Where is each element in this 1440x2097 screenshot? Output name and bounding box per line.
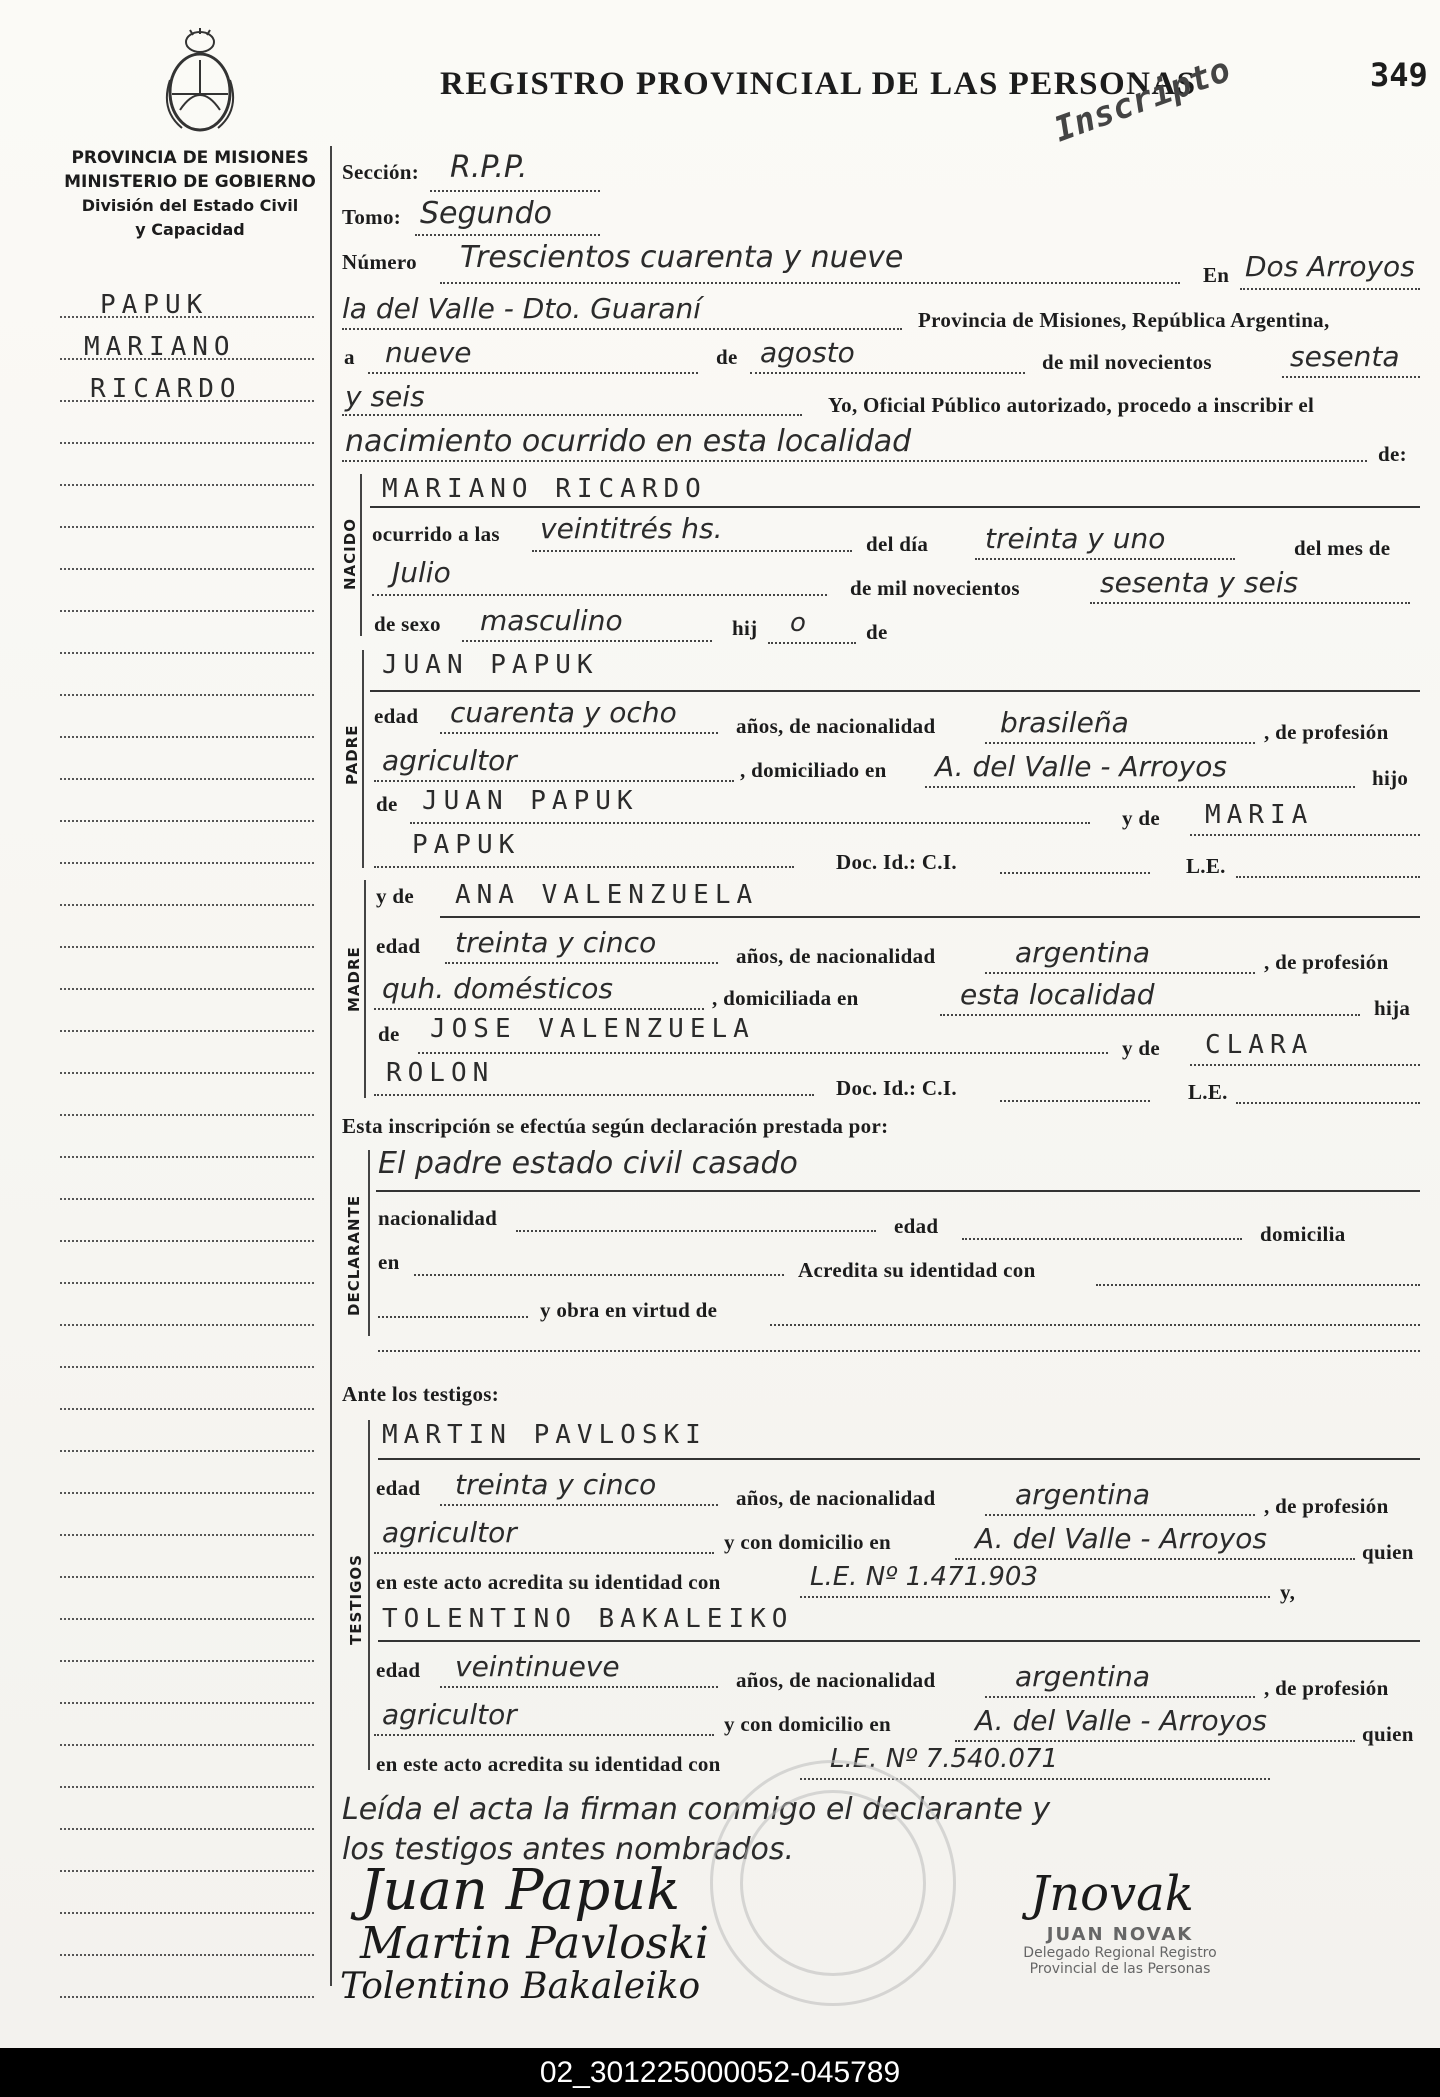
madre-father-line bbox=[418, 1052, 1108, 1054]
testigo2-prof-value: agricultor bbox=[382, 1698, 517, 1731]
issuer-line-4: y Capacidad bbox=[135, 220, 245, 239]
seccion-value: R.P.P. bbox=[450, 150, 528, 185]
en-line bbox=[1240, 288, 1420, 290]
margin-rule-line bbox=[60, 568, 314, 570]
margin-rule-line bbox=[60, 1870, 314, 1872]
year-value-2: y seis bbox=[345, 380, 425, 413]
month-line bbox=[750, 372, 1025, 374]
declarante-domicilia-label: domicilia bbox=[1260, 1222, 1346, 1246]
testigos-intro: Ante los testigos: bbox=[342, 1382, 500, 1406]
madre-hija-label: hija bbox=[1374, 996, 1411, 1020]
day-value: nueve bbox=[385, 336, 472, 369]
main-border bbox=[330, 146, 332, 1986]
mil-label: de mil novecientos bbox=[850, 576, 1020, 600]
padre-hijo-label: hijo bbox=[1372, 766, 1409, 790]
madre-mother-value-2: ROLON bbox=[386, 1058, 495, 1088]
place-value: la del Valle - Dto. Guaraní bbox=[342, 292, 701, 325]
madre-prof-label: , de profesión bbox=[1264, 950, 1389, 974]
nacido-name: MARIANO RICARDO bbox=[382, 474, 707, 504]
margin-rule-line bbox=[60, 820, 314, 822]
padre-le-label: L.E. bbox=[1186, 854, 1226, 878]
declarante-obra-pre-line bbox=[378, 1316, 528, 1318]
testigo2-dom-label: y con domicilio en bbox=[724, 1712, 891, 1736]
padre-father-line bbox=[410, 822, 1090, 824]
padre-le-line bbox=[1236, 876, 1420, 878]
de-colon: de: bbox=[1378, 442, 1407, 466]
declarante-value: El padre estado civil casado bbox=[378, 1146, 798, 1181]
testigo1-edad-line bbox=[440, 1504, 718, 1506]
sexo-line bbox=[462, 640, 712, 642]
padre-nac-line bbox=[985, 742, 1255, 744]
madre-prof-value: quh. domésticos bbox=[382, 972, 613, 1005]
madre-mother-line-2 bbox=[374, 1094, 814, 1096]
provincia-text: Provincia de Misiones, República Argentina, bbox=[918, 308, 1330, 332]
margin-rule-line bbox=[60, 1156, 314, 1158]
testigo1-y-label: y, bbox=[1280, 1580, 1296, 1604]
margin-rule-line bbox=[60, 1912, 314, 1914]
testigo2-nac-line bbox=[985, 1696, 1255, 1698]
margin-rule-line bbox=[60, 1198, 314, 1200]
madre-le-label: L.E. bbox=[1188, 1080, 1228, 1104]
declarante-intro: Esta inscripción se efectúa según declaración prestada por: bbox=[342, 1114, 889, 1138]
padre-prof-label: , de profesión bbox=[1264, 720, 1389, 744]
margin-rule-line bbox=[60, 946, 314, 948]
testigo1-nac-value: argentina bbox=[1015, 1478, 1151, 1511]
en-value: Dos Arroyos bbox=[1245, 250, 1415, 283]
registrar-title-2: Provincial de las Personas bbox=[1029, 1961, 1211, 1977]
declarante-nac-line bbox=[516, 1230, 876, 1232]
padre-dom-label: , domiciliado en bbox=[740, 758, 887, 782]
numero-value: Trescientos cuarenta y nueve bbox=[460, 240, 904, 275]
margin-rule-line bbox=[60, 316, 314, 318]
testigo2-edad-value: veintinueve bbox=[455, 1650, 620, 1683]
testigo1-id-value: L.E. Nº 1.471.903 bbox=[810, 1562, 1038, 1592]
margin-rule-line bbox=[60, 358, 314, 360]
margin-rule-line bbox=[60, 694, 314, 696]
year-line bbox=[1282, 376, 1420, 378]
madre-name-line bbox=[440, 916, 1420, 918]
testigo1-id-line bbox=[800, 1596, 1270, 1598]
declarante-obra-line bbox=[770, 1324, 1420, 1326]
declarante-en-line bbox=[414, 1274, 784, 1276]
declarante-acredita-line bbox=[1096, 1284, 1420, 1286]
nacido-section-label: NACIDO bbox=[341, 518, 359, 590]
margin-rule-line bbox=[60, 1660, 314, 1662]
testigo1-edad-value: treinta y cinco bbox=[455, 1468, 657, 1501]
year-line-2 bbox=[342, 414, 802, 416]
madre-le-line bbox=[1236, 1102, 1420, 1104]
margin-rule-line bbox=[60, 988, 314, 990]
nacido-de-label: de bbox=[866, 620, 888, 644]
place-line bbox=[342, 328, 902, 330]
margin-rule-line bbox=[60, 1996, 314, 1998]
en-label: En bbox=[1203, 263, 1230, 287]
nacimiento-value: nacimiento ocurrido en esta localidad bbox=[345, 424, 912, 459]
margin-rule-line bbox=[60, 1744, 314, 1746]
de-label: de bbox=[716, 345, 738, 369]
declarante-value-line bbox=[376, 1190, 1420, 1192]
ocurrido-label: ocurrido a las bbox=[372, 522, 500, 546]
year-value: sesenta bbox=[1290, 340, 1400, 373]
testigos-section-label: TESTIGOS bbox=[347, 1554, 365, 1645]
margin-rule-line bbox=[60, 1576, 314, 1578]
testigo1-prof-line bbox=[374, 1552, 714, 1554]
declarante-bracket bbox=[368, 1150, 370, 1336]
hij-line bbox=[768, 642, 856, 644]
madre-mother-value: CLARA bbox=[1205, 1030, 1314, 1060]
padre-dom-line bbox=[925, 786, 1355, 788]
padre-nac-value: brasileña bbox=[1000, 706, 1129, 739]
testigo1-name: MARTIN PAVLOSKI bbox=[382, 1420, 707, 1450]
signature-juan-papuk: Juan Papuk bbox=[360, 1858, 681, 1923]
testigo2-edad-label: edad bbox=[376, 1658, 421, 1682]
margin-surname: PAPUK bbox=[100, 290, 209, 320]
margin-rule-line bbox=[60, 862, 314, 864]
margin-rule-line bbox=[60, 400, 314, 402]
testigo1-dom-value: A. del Valle - Arroyos bbox=[975, 1522, 1267, 1555]
issuer-block bbox=[50, 146, 330, 242]
sexo-value: masculino bbox=[480, 604, 623, 637]
padre-mother-line-2 bbox=[374, 866, 794, 868]
testigo1-nac-label: años, de nacionalidad bbox=[736, 1486, 936, 1510]
testigo2-name-line bbox=[378, 1640, 1420, 1642]
seccion-line bbox=[430, 190, 600, 192]
coat-of-arms-icon bbox=[160, 20, 240, 140]
testigos-bracket bbox=[368, 1420, 370, 1770]
padre-mother-value: MARIA bbox=[1205, 800, 1314, 830]
margin-name-1: MARIANO bbox=[84, 332, 236, 362]
madre-nac-label: años, de nacionalidad bbox=[736, 944, 936, 968]
testigo2-name: TOLENTINO BAKALEIKO bbox=[382, 1604, 794, 1634]
day-line bbox=[368, 372, 698, 374]
padre-father-value: JUAN PAPUK bbox=[422, 786, 639, 816]
madre-dom-line bbox=[940, 1014, 1360, 1016]
margin-rule-line bbox=[60, 736, 314, 738]
padre-y-de-label: y de bbox=[1122, 806, 1160, 830]
padre-prof-value: agricultor bbox=[382, 744, 517, 777]
page-number: 349 bbox=[1370, 56, 1428, 94]
margin-rule-line bbox=[60, 1492, 314, 1494]
margin-rule-line bbox=[60, 484, 314, 486]
padre-de-label: de bbox=[376, 792, 398, 816]
nacimiento-line bbox=[342, 460, 1367, 462]
declarante-acredita-label: Acredita su identidad con bbox=[798, 1258, 1036, 1282]
testigo2-prof-line bbox=[374, 1734, 714, 1736]
declarante-section-label: DECLARANTE bbox=[345, 1194, 363, 1316]
dia-value: treinta y uno bbox=[985, 522, 1166, 555]
padre-bracket bbox=[362, 650, 364, 868]
margin-rule-line bbox=[60, 1702, 314, 1704]
signature-tolentino-bakaleiko: Tolentino Bakaleiko bbox=[340, 1966, 701, 2007]
nacido-bracket bbox=[360, 474, 362, 636]
testigo2-acredita-label: en este acto acredita su identidad con bbox=[376, 1752, 721, 1776]
padre-nac-label: años, de nacionalidad bbox=[736, 714, 936, 738]
issuer-line-3: División del Estado Civil bbox=[81, 196, 299, 215]
closing-line-2: los testigos antes nombrados. bbox=[342, 1832, 795, 1867]
margin-rule-line bbox=[60, 1114, 314, 1116]
margin-rule-line bbox=[60, 442, 314, 444]
margin-rule-line bbox=[60, 610, 314, 612]
testigo2-nac-value: argentina bbox=[1015, 1660, 1151, 1693]
testigo1-acredita-label: en este acto acredita su identidad con bbox=[376, 1570, 721, 1594]
margin-rule-line bbox=[60, 1450, 314, 1452]
testigo1-quien-label: quien bbox=[1362, 1540, 1414, 1564]
closing-line-1: Leída el acta la firman conmigo el declarante y bbox=[342, 1792, 1051, 1827]
declarante-extra-line bbox=[378, 1350, 1420, 1352]
year-text: de mil novecientos bbox=[1042, 350, 1212, 374]
official-seal-inner bbox=[740, 1790, 926, 1976]
margin-rule-line bbox=[60, 1324, 314, 1326]
testigo1-dom-line bbox=[955, 1558, 1355, 1560]
declarante-nac-label: nacionalidad bbox=[378, 1206, 498, 1230]
padre-mother-line bbox=[1190, 834, 1420, 836]
registrar-block bbox=[990, 1924, 1250, 1977]
madre-dom-label: , domiciliada en bbox=[712, 986, 859, 1010]
mes-value: Julio bbox=[392, 556, 451, 589]
madre-y-de-label: y de bbox=[376, 884, 414, 908]
margin-rule-line bbox=[60, 1030, 314, 1032]
hij-value: o bbox=[790, 608, 806, 638]
madre-de-label: de bbox=[378, 1022, 400, 1046]
testigo1-dom-label: y con domicilio en bbox=[724, 1530, 891, 1554]
a-label: a bbox=[344, 345, 355, 369]
padre-prof-line bbox=[374, 780, 734, 782]
margin-rule-line bbox=[60, 1618, 314, 1620]
testigo2-nac-label: años, de nacionalidad bbox=[736, 1668, 936, 1692]
padre-name-line bbox=[370, 690, 1420, 692]
testigo2-id-value: L.E. Nº 7.540.071 bbox=[830, 1744, 1058, 1774]
tomo-value: Segundo bbox=[420, 196, 552, 231]
testigo1-nac-line bbox=[985, 1514, 1255, 1516]
margin-rule-line bbox=[60, 1828, 314, 1830]
hij-label: hij bbox=[732, 616, 758, 640]
testigo1-prof-label: , de profesión bbox=[1264, 1494, 1389, 1518]
registrar-title-1: Delegado Regional Registro bbox=[1023, 1945, 1217, 1961]
madre-edad-value: treinta y cinco bbox=[455, 926, 657, 959]
madre-y-de2-label: y de bbox=[1122, 1036, 1160, 1060]
seccion-label: Sección: bbox=[342, 160, 420, 184]
declarante-edad-line bbox=[962, 1238, 1242, 1240]
madre-nac-line bbox=[985, 972, 1255, 974]
margin-rule-line bbox=[60, 1954, 314, 1956]
declarante-obra-label: y obra en virtud de bbox=[540, 1298, 718, 1322]
margin-rule-line bbox=[60, 526, 314, 528]
registrar-signature: Jnovak bbox=[1030, 1866, 1194, 1922]
anio-line bbox=[1090, 602, 1410, 604]
margin-rule-line bbox=[60, 652, 314, 654]
numero-line bbox=[440, 282, 1180, 284]
margin-rule-line bbox=[60, 1072, 314, 1074]
madre-edad-label: edad bbox=[376, 934, 421, 958]
declarante-edad-label: edad bbox=[894, 1214, 939, 1238]
testigo2-quien-label: quien bbox=[1362, 1722, 1414, 1746]
padre-edad-line bbox=[440, 732, 718, 734]
anio-value: sesenta y seis bbox=[1100, 566, 1299, 599]
hora-value: veintitrés hs. bbox=[540, 512, 723, 545]
signature-martin-pavloski: Martin Pavloski bbox=[360, 1918, 709, 1969]
declarante-en-label: en bbox=[378, 1250, 400, 1274]
margin-rule-line bbox=[60, 778, 314, 780]
madre-section-label: MADRE bbox=[345, 946, 363, 1012]
registrar-name: JUAN NOVAK bbox=[1046, 1924, 1194, 1945]
tomo-label: Tomo: bbox=[342, 205, 402, 229]
madre-father-value: JOSE VALENZUELA bbox=[430, 1014, 755, 1044]
padre-mother-value-2: PAPUK bbox=[412, 830, 521, 860]
margin-rule-line bbox=[60, 1786, 314, 1788]
testigo2-prof-label: , de profesión bbox=[1264, 1676, 1389, 1700]
testigo2-dom-value: A. del Valle - Arroyos bbox=[975, 1704, 1267, 1737]
hora-line bbox=[532, 550, 852, 552]
madre-bracket bbox=[364, 880, 366, 1098]
testigo1-name-line bbox=[378, 1458, 1420, 1460]
page-title: REGISTRO PROVINCIAL DE LAS PERSONAS bbox=[440, 66, 1197, 102]
madre-name: ANA VALENZUELA bbox=[455, 880, 759, 910]
testigo2-edad-line bbox=[440, 1686, 718, 1688]
margin-name-2: RICARDO bbox=[90, 374, 242, 404]
madre-doc-label: Doc. Id.: C.I. bbox=[836, 1076, 957, 1100]
del-dia-label: del día bbox=[866, 532, 929, 556]
padre-doc-label: Doc. Id.: C.I. bbox=[836, 850, 957, 874]
testigo2-dom-line bbox=[955, 1740, 1355, 1742]
inscripto-stamp: Inscripto bbox=[1048, 49, 1236, 151]
dia-line bbox=[975, 558, 1235, 560]
del-mes-label: del mes de bbox=[1294, 536, 1391, 560]
padre-edad-label: edad bbox=[374, 704, 419, 728]
madre-edad-line bbox=[445, 962, 718, 964]
testigo1-prof-value: agricultor bbox=[382, 1516, 517, 1549]
madre-nac-value: argentina bbox=[1015, 936, 1151, 969]
oficial-text: Yo, Oficial Público autorizado, procedo a inscribir el bbox=[828, 393, 1315, 417]
padre-section-label: PADRE bbox=[343, 724, 361, 785]
padre-dom-value: A. del Valle - Arroyos bbox=[935, 750, 1227, 783]
padre-name: JUAN PAPUK bbox=[382, 650, 599, 680]
margin-rule-line bbox=[60, 1408, 314, 1410]
madre-prof-line bbox=[374, 1008, 704, 1010]
sexo-label: de sexo bbox=[374, 612, 441, 636]
padre-edad-value: cuarenta y ocho bbox=[450, 696, 677, 729]
scan-footer: 02_301225000052-045789 bbox=[0, 2048, 1440, 2097]
testigo1-edad-label: edad bbox=[376, 1476, 421, 1500]
margin-rule-line bbox=[60, 1282, 314, 1284]
month-value: agosto bbox=[760, 336, 855, 369]
tomo-line bbox=[415, 234, 600, 236]
mes-line bbox=[372, 594, 827, 596]
madre-doc-line bbox=[1000, 1100, 1150, 1102]
madre-dom-value: esta localidad bbox=[960, 978, 1155, 1011]
numero-label: Número bbox=[342, 250, 417, 274]
nacido-name-line bbox=[370, 506, 1420, 508]
issuer-line-2: MINISTERIO DE GOBIERNO bbox=[64, 172, 316, 192]
madre-mother-line bbox=[1190, 1064, 1420, 1066]
margin-rule-line bbox=[60, 1366, 314, 1368]
margin-rule-line bbox=[60, 904, 314, 906]
padre-doc-line bbox=[1000, 872, 1150, 874]
margin-rule-line bbox=[60, 1534, 314, 1536]
margin-rule-line bbox=[60, 1240, 314, 1242]
issuer-line-1: PROVINCIA DE MISIONES bbox=[71, 148, 309, 168]
